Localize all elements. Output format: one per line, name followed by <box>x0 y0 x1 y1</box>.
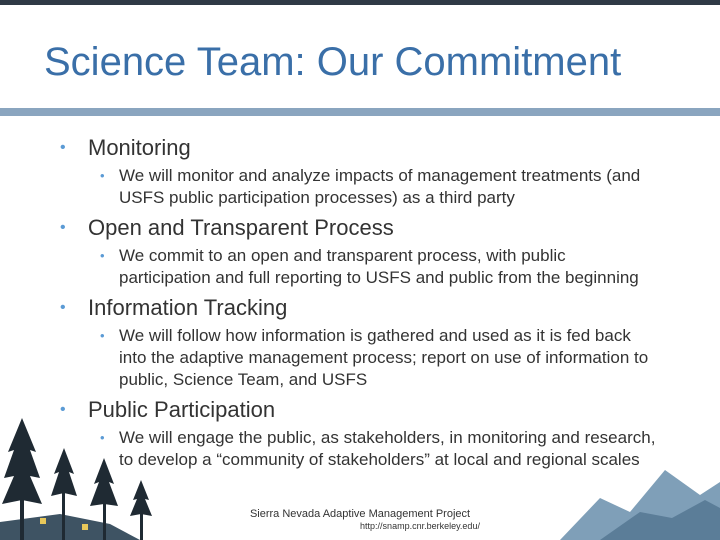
slide-footer <box>0 508 720 532</box>
list-item-information-tracking <box>60 295 660 391</box>
footer-project: Sierra Nevada Adaptive Management Project <box>249 508 471 520</box>
bullet-icon: • <box>60 299 66 316</box>
list-item-monitoring <box>60 135 660 209</box>
footer-url[interactable]: http://snamp.cnr.berkeley.edu/ <box>360 521 480 531</box>
sub-bullet-text: We will monitor and analyze impacts of management treatments (and USFS public participation processes) as a third party <box>119 166 641 207</box>
sub-bullet-icon: • <box>100 328 105 343</box>
top-bar <box>0 0 720 5</box>
slide-title: Science Team: Our Commitment <box>44 40 622 84</box>
sub-bullet-text: We commit to an open and transparent process, with public participation and full reporting to USFS and public from the beginning <box>119 246 639 287</box>
sub-bullet-icon: • <box>100 248 105 263</box>
bullet-label: Information Tracking <box>88 295 288 320</box>
bullet-icon: • <box>60 401 66 418</box>
bullet-label: Open and Transparent Process <box>88 215 394 240</box>
list-item-public-participation <box>60 397 660 471</box>
title-divider <box>0 108 720 116</box>
list-item-open-transparent <box>60 215 660 289</box>
sub-bullet-text: We will engage the public, as stakeholders, in monitoring and research, to develop a “community of stakeholders” at local and regional scales <box>119 428 656 469</box>
bullet-label: Monitoring <box>88 135 191 160</box>
sub-bullet-text: We will follow how information is gathered and used as it is fed back into the adaptive management process; report on use of information to public, Science Team, and USFS <box>119 326 649 389</box>
sub-bullet-icon: • <box>100 168 105 183</box>
bullet-list <box>60 135 660 477</box>
bullet-icon: • <box>60 139 66 156</box>
bullet-icon: • <box>60 219 66 236</box>
sub-bullet-icon: • <box>100 430 105 445</box>
bullet-label: Public Participation <box>88 397 276 422</box>
